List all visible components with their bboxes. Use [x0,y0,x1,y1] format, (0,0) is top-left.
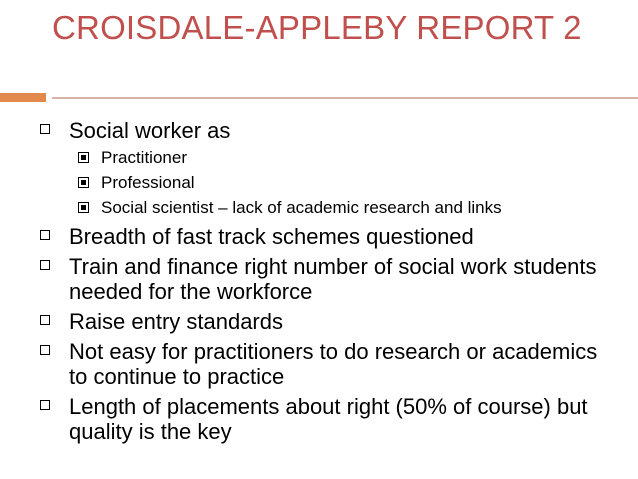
title-divider-line [52,97,638,99]
bullet-list [40,118,620,449]
bullet-square-icon [40,230,50,240]
bullet-item [40,394,620,444]
bullet-item [40,118,620,143]
bullet-square-icon [40,124,50,134]
bullet-item [40,339,620,389]
slide-title: CROISDALE-APPLEBY REPORT 2 [52,9,582,46]
bullet-text: Breadth of fast track schemes questioned [69,224,474,249]
sub-bullet-square-icon [78,152,89,163]
bullet-text: Social worker as [69,118,231,143]
bullet-item [40,309,620,334]
sub-bullet-square-icon [78,202,89,213]
title-accent-bar [0,93,46,102]
sub-bullet-item [40,173,620,193]
bullet-text: Length of placements about right (50% of course) but quality is the key [69,394,588,444]
sub-bullet-text: Professional [101,173,195,192]
sub-bullet-list [40,148,620,218]
sub-bullet-text: Practitioner [101,148,187,167]
bullet-item [40,254,620,304]
bullet-text: Raise entry standards [69,309,283,334]
bullet-square-icon [40,400,50,410]
sub-bullet-square-icon [78,177,89,188]
bullet-text: Train and finance right number of social work students needed for the workforce [69,254,597,304]
bullet-square-icon [40,260,50,270]
bullet-item [40,224,620,249]
sub-bullet-item [40,148,620,168]
sub-bullet-item [40,198,620,218]
sub-bullet-text: Social scientist – lack of academic research and links [101,198,502,217]
bullet-text: Not easy for practitioners to do research or academics to continue to practice [69,339,598,389]
bullet-square-icon [40,315,50,325]
bullet-square-icon [40,345,50,355]
